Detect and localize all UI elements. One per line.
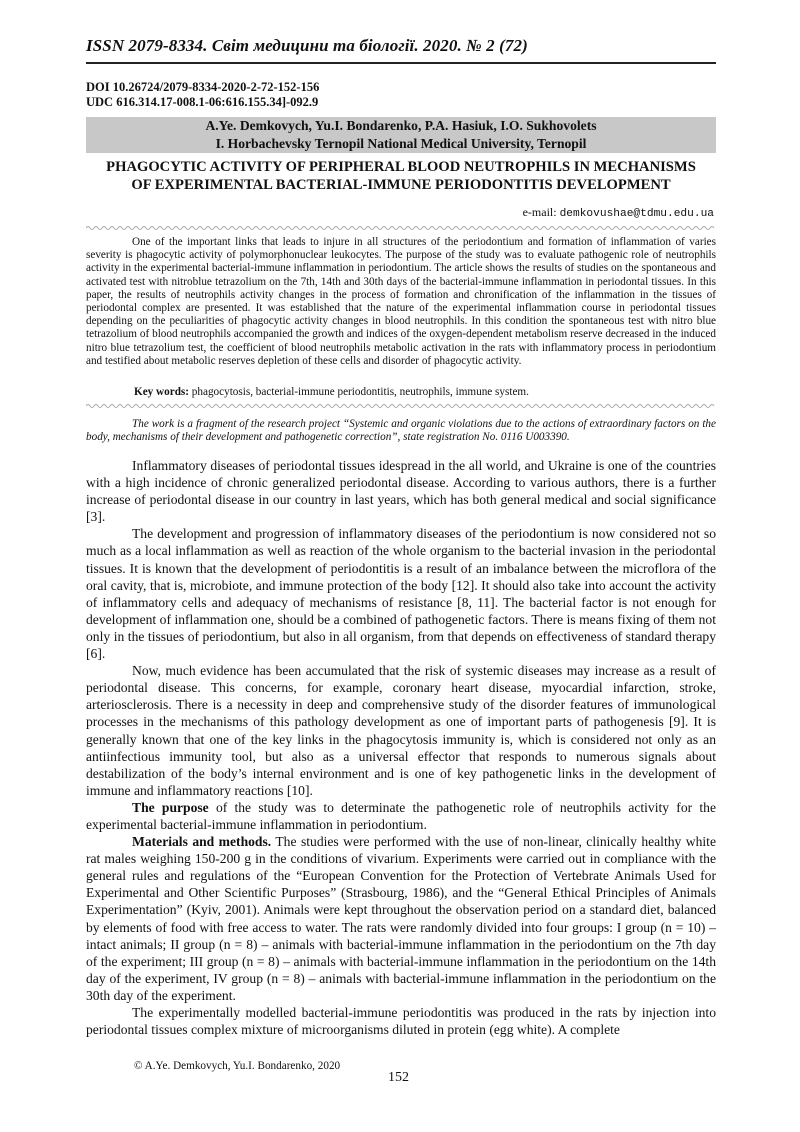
body-paragraph-5 bbox=[86, 833, 716, 1004]
page-number: 152 bbox=[388, 1070, 409, 1085]
body-paragraph-4 bbox=[86, 799, 716, 833]
udc-line: UDC 616.314.17-008.1-06:616.155.34]-092.9 bbox=[86, 95, 319, 109]
email-label: e-mail: bbox=[522, 205, 560, 219]
keywords-line bbox=[134, 386, 529, 398]
methods-label: Materials and methods. bbox=[132, 834, 272, 850]
copyright: © A.Ye. Demkovych, Yu.I. Bondarenko, 2020 bbox=[134, 1060, 341, 1072]
title-line-1: PHAGOCYTIC ACTIVITY OF PERIPHERAL BLOOD NEUTROPHILS IN MECHANISMS bbox=[106, 159, 696, 175]
doi-line: DOI 10.26724/2079-8334-2020-2-72-152-156 bbox=[86, 80, 320, 94]
project-note: The work is a fragment of the research project “Systemic and organic violations due to the actions of extraordinary factors on the body, mechanisms of their development and pathogenetic correction”, state registration No. 0116 U003390. bbox=[86, 418, 716, 444]
email-line bbox=[523, 205, 714, 220]
purpose-text: of the study was to determinate the pathogenetic role of neutrophils activity for the experimental bacterial-immune inflammation in periodontium. bbox=[86, 799, 716, 832]
header-rule bbox=[86, 62, 716, 64]
abstract: One of the important links that leads to injure in all structures of the periodontium and formation of inflammation of varies severity is phagocytic activity of polymorphonuclear leukocytes. The purpose of the study was to evaluate pathogenic role of neutrophils activity in the experimental bacterial-immune inflammation in periodontium. The article shows the results of studies on the spontaneous and activated test with nitroblue tetrazolium on the 7th, 14th and 30th days of the bacterial-immune inflammation in periodontal tissues. In this paper, the results of neutrophils activity changes in the process of formation and chronification of the inflammation in the tissues of periodontal complex are presented. It was established that the nature of the experimental inflammation course in periodontal tissues depending on the peculiarities of phagocytic activity changes in blood neutrophils. In this condition the spontaneous test with nitro blue tetrazolium of blood neutrophils accompanied the growth and indices of the oxygen-dependent metabolism reserve decreased in the induced nitro blue tetrazolium test, the coefficient of blood neutrophils metabolic activation in the rats with inflammatory process in periodontium and testified about metabolic reserves depletion of these cells and disorder of phagocytic activity. bbox=[86, 236, 716, 367]
abstract-top-divider bbox=[86, 225, 716, 231]
title-line-2: OF EXPERIMENTAL BACTERIAL-IMMUNE PERIODONTITIS DEVELOPMENT bbox=[131, 177, 671, 193]
keywords-text: phagocytosis, bacterial-immune periodontitis, neutrophils, immune system. bbox=[189, 386, 529, 398]
article-body bbox=[86, 457, 716, 1038]
affiliation: I. Horbachevsky Ternopil National Medical University, Ternopil bbox=[215, 135, 587, 151]
email-address: demkovushae@tdmu.edu.ua bbox=[559, 208, 714, 220]
author-names: A.Ye. Demkovych, Yu.I. Bondarenko, P.A. Hasiuk, I.O. Sukhovolets bbox=[205, 118, 597, 133]
journal-header: ISSN 2079-8334. Світ медицини та біології. 2020. № 2 (72) bbox=[86, 36, 528, 55]
body-paragraph-1: Inflammatory diseases of periodontal tissues idespread in the all world, and Ukraine is one of the countries with a high incidence of chronic generalized periodontal disease. According to various authors, there is a further increase of periodontal disease in our country in last years, which has both general medical and social significance [3]. bbox=[86, 458, 716, 525]
authors-block bbox=[86, 117, 716, 153]
body-paragraph-6: The experimentally modelled bacterial-immune periodontitis was produced in the rats by injection into periodontal tissues complex mixture of microorganisms diluted in protein (egg white). A complete bbox=[86, 1005, 716, 1038]
keywords-label: Key words: bbox=[134, 386, 189, 398]
body-paragraph-3: Now, much evidence has been accumulated that the risk of systemic diseases may increase as a result of periodontal disease. This concerns, for example, coronary heart disease, myocardial infarction, stroke, arteriosclerosis. There is a necessity in deep and comprehensive study of the disorder features of immunological processes in the mechanisms of this pathology development as one of important parts of pathogenesis [9]. It is generally known that one of the key links in the phagocytosis immunity is, which is considered not only as an antiinfectious immunity tool, but also as a universal effector that responds to numerous signals about destabilization of the body’s internal environment and is one of key pathogenetic links in the development of immune and inflammatory reactions [10]. bbox=[86, 663, 716, 798]
methods-text: The studies were performed with the use of non-linear, clinically healthy white rat males weighing 150-200 g in the conditions of vivarium. Experiments were carried out in compliance with the general rules and regulations of the “European Convention for the Protection of Vertebrate Animals Used for Experimental and Other Scientific Purposes” (Strasbourg, 1986), and the “General Ethical Principles of Animals Experimentation” (Kyiv, 2001). Animals were kept throughout the observation period on a standard diet, balanced by elements of food with free access to water. The rats were randomly divided into four groups: I group (n = 10) – intact animals; II group (n = 8) – animals with bacterial-immune inflammation in the periodontium on the 7th day of the experiment; III group (n = 8) – animals with bacterial-immune inflammation in the periodontium on the 14th day of the experiment, IV group (n = 8) – animals with bacterial-immune inflammation in the periodontium on the 30th day of the experiment. bbox=[86, 834, 716, 1003]
body-paragraph-2: The development and progression of inflammatory diseases of the periodontium is now considered not so much as a local inflammation as well as reaction of the whole organism to the bacterial invasion in the periodontal tissues. It is known that the development of periodontitis is a result of an imbalance between the microflora of the oral cavity, that is, microbiote, and immune protection of the body [12]. It should also take into account the activity of inflammatory cells and adequacy of mechanisms of resistance [8, 11]. The bacterial factor is not enough for development of inflammation one, should be a combined of pathogenetic factors. There is means fixing of them not only in the tissues of periodontium, but also in all organism, from that depends on effectiveness of standard therapy [6]. bbox=[86, 526, 716, 662]
article-title bbox=[86, 158, 716, 194]
purpose-label: The purpose bbox=[132, 799, 209, 815]
abstract-bottom-divider bbox=[86, 403, 716, 409]
